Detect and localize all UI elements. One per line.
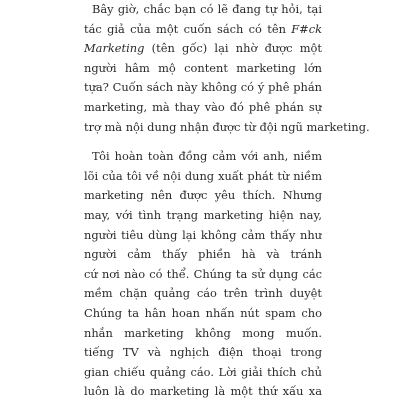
- text-line: Chúng ta hân hoan nhấn nút spam cho: [84, 305, 322, 320]
- text-line: cứ nơi nào có thể. Chúng ta sử dụng các: [84, 266, 322, 281]
- body-text: [84, 0, 370, 400]
- text-line: Bây giờ, chắc bạn có lẽ đang tự hỏi, tại: [92, 2, 322, 16]
- text-line: [84, 20, 322, 40]
- text-line: trợ mà nội dung nhận được từ đội ngũ marketing.: [84, 119, 370, 134]
- line-segment: (tên gốc) lại nhờ được một: [151, 41, 322, 56]
- italic-text: F#ck: [291, 21, 322, 36]
- text-line: may, với tình trạng marketing hiện nay,: [84, 207, 322, 222]
- text-line: Tôi hoàn toàn đồng cảm với anh, niềm: [92, 149, 322, 164]
- text-line: người cảm thấy phiền hà và tránh: [84, 247, 322, 262]
- text-line: người hâm mộ content marketing lớn: [84, 60, 322, 75]
- text-line: tiếng TV và nghịch điện thoại trong: [84, 345, 322, 360]
- text-line: gian chiếu quảng cáo. Lời giải thích chủ: [84, 364, 322, 379]
- line-segment: tác giả của một cuốn sách có tên: [84, 21, 292, 36]
- italic-text: Marketing: [84, 41, 145, 56]
- text-line: lõi của tôi về nội dung xuất phát từ niềm: [84, 168, 322, 183]
- text-line: marketing nên được yêu thích. Nhưng: [84, 188, 322, 203]
- text-line: mềm chặn quảng cáo trên trình duyệt: [84, 286, 322, 301]
- text-line: tựa? Cuốn sách này không có ý phê phán: [84, 80, 322, 95]
- paragraph-gap: [84, 137, 322, 147]
- text-line: nhắn marketing không mong muốn.: [84, 325, 322, 340]
- paragraph: [84, 147, 322, 400]
- text-line: luôn là do marketing là một thứ xấu xa: [84, 384, 322, 399]
- text-line: người tiêu dùng lại không cảm thấy như: [84, 227, 322, 242]
- paragraph: [84, 0, 370, 137]
- text-line: [84, 39, 322, 59]
- text-line: marketing, mà thay vào đó phê phán sự: [84, 99, 322, 114]
